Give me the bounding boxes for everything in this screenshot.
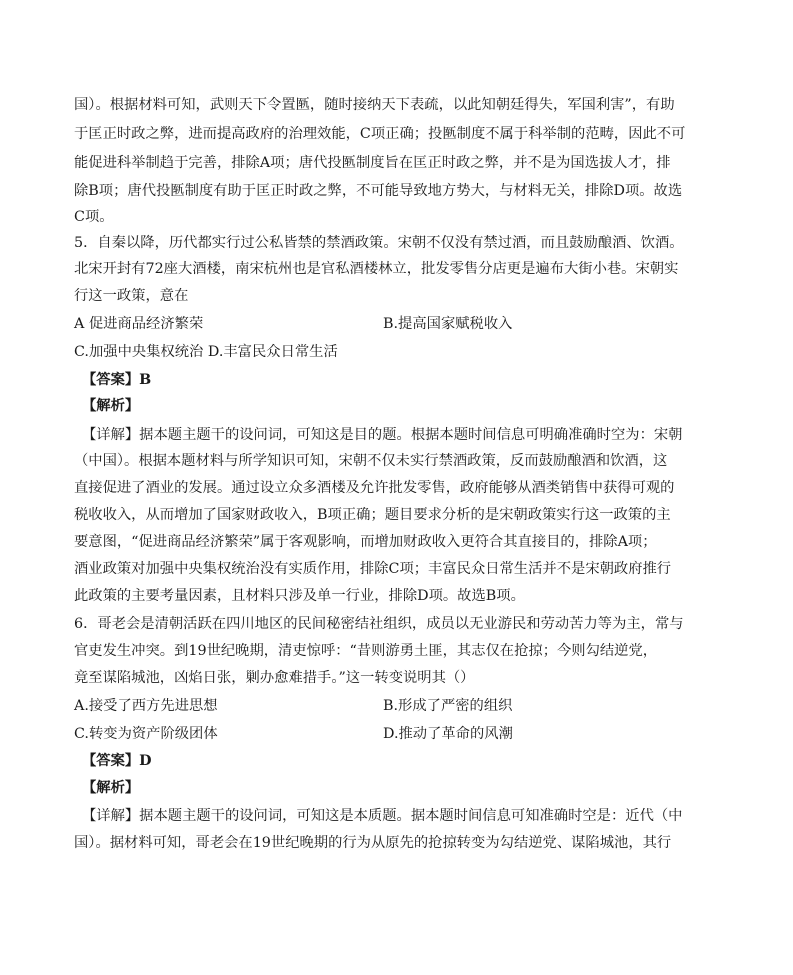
detail-line: 国）。据材料可知，哥老会在19世纪晚期的行为从原先的抢掠转变为勾结逆党、谋陷城池，其行: [74, 835, 672, 851]
option-b: B.提高国家赋税收入: [383, 316, 513, 332]
detail-line: 酒业政策对加强中央集权统治没有实质作用，排除C项；丰富民众日常生活并不是宋朝政府推行: [74, 561, 672, 577]
detail-line: 税收收入，从而增加了国家财政收入，B项正确；题目要求分析的是宋朝政策实行这一政策的主: [74, 507, 671, 523]
option-c-d: C.加强中央集权统治 D.丰富民众日常生活: [74, 344, 338, 360]
analysis-label: 【解析】: [82, 398, 140, 414]
question-5-stem: 5．自秦以降，历代都实行过公私皆禁的禁酒政策。宋朝不仅没有禁过酒，而且鼓励酿酒、饮酒。: [74, 235, 684, 251]
question-5-stem: 北宋开封有72座大酒楼，南宋杭州也是官私酒楼林立，批发零售分店更是遍布大街小巷。宋朝实: [74, 261, 679, 277]
answer-label: 【答案】D: [82, 753, 152, 769]
analysis-label: 【解析】: [82, 780, 140, 796]
text-line: 除B项；唐代投匦制度有助于匡正时政之弊，不可能导致地方势大，与材料无关，排除D项。故选: [74, 183, 683, 199]
option-a: A.接受了西方先进思想: [74, 698, 218, 714]
detail-line: 【详解】据本题主题干的设问词，可知这是本质题。据本题时间信息可知准确时空是：近代（中: [82, 808, 683, 824]
option-b: B.形成了严密的组织: [383, 698, 513, 714]
question-6-stem: 竟至谋陷城池，凶焰日张，剿办愈难措手。”这一转变说明其（）: [74, 670, 475, 686]
text-line: 能促进科举制趋于完善，排除A项；唐代投匦制度旨在匡正时政之弊，并不是为国选拔人才，排: [74, 155, 671, 171]
detail-line: 此政策的主要考量因素，且材料只涉及单一行业，排除D项。故选B项。: [74, 588, 525, 604]
option-a: A 促进商品经济繁荣: [74, 316, 204, 332]
detail-line: 要意图，“促进商品经济繁荣”属于客观影响，而增加财政收入更符合其直接目的，排除A项；: [74, 534, 657, 550]
text-line: 国）。根据材料可知，武则天下令置匦，随时接纳天下表疏，以此知朝廷得失，军国利害”，有助: [74, 97, 675, 113]
answer-label: 【答案】B: [82, 372, 152, 388]
detail-line: （中国）。根据本题材料与所学知识可知，宋朝不仅未实行禁酒政策，反而鼓励酿酒和饮酒，这: [74, 453, 668, 469]
option-d: D.推动了革命的风潮: [383, 726, 513, 742]
question-6-stem: 6．哥老会是清朝活跃在四川地区的民间秘密结社组织，成员以无业游民和劳动苦力等为主，常与: [74, 616, 684, 632]
detail-line: 【详解】据本题主题干的设问词，可知这是目的题。根据本题时间信息可明确准确时空为：宋朝: [82, 427, 683, 443]
detail-line: 直接促进了酒业的发展。通过设立众多酒楼及允许批发零售，政府能够从酒类销售中获得可观的: [74, 480, 675, 496]
text-line: 于匡正时政之弊，进而提高政府的治理效能，C项正确；投匦制度不属于科举制的范畴，因此不可: [74, 126, 686, 142]
text-line: C项。: [74, 209, 114, 225]
question-5-stem: 行这一政策，意在: [74, 288, 189, 304]
question-6-stem: 官吏发生冲突。到19世纪晚期，清吏惊呼：“昔则游勇土匪，其志仅在抢掠；今则勾结逆党，: [74, 643, 658, 659]
option-c: C.转变为资产阶级团体: [74, 726, 218, 742]
